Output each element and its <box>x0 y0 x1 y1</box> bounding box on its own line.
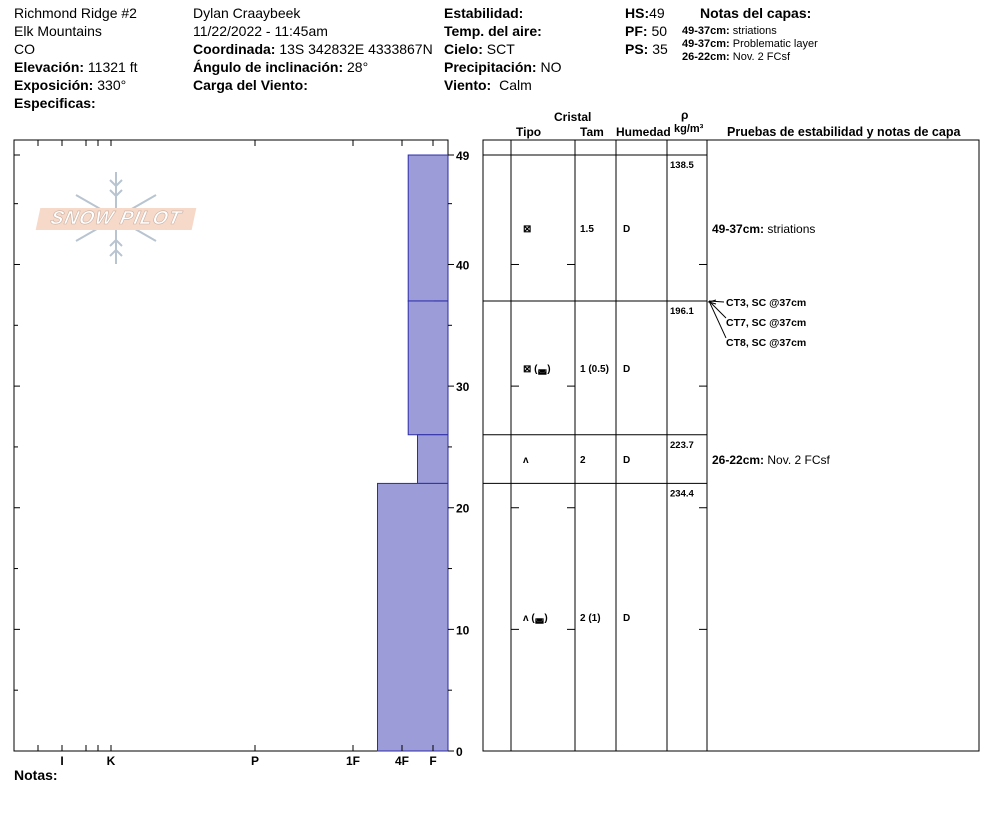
layer-note <box>712 222 815 236</box>
elevation-label: Elevación: <box>14 59 85 75</box>
layer-note-text: striations <box>767 221 816 236</box>
layer-note-range: 49-37cm: <box>682 38 730 50</box>
layer-note-range: 26-22cm: <box>712 453 768 468</box>
sky-value: SCT <box>486 41 515 57</box>
hardness-label: 4F <box>394 754 410 768</box>
rho-header: ρ <box>681 108 689 122</box>
pf-label: PF: <box>625 23 648 39</box>
tests-header: Pruebas de estabilidad y notas de capa <box>727 125 961 139</box>
observer: Dylan Craaybeek <box>193 5 301 21</box>
mountain-range: Elk Mountains <box>14 23 102 39</box>
wind-load-label: Carga del Viento: <box>193 77 308 93</box>
hardness-bar <box>418 435 449 484</box>
moisture-header: Humedad <box>616 125 671 139</box>
grain-type: ʌ (◛) <box>523 613 548 625</box>
grain-type: ⊠ (◛) <box>523 363 551 375</box>
density: 234.4 <box>670 488 694 500</box>
y-tick-label: 0 <box>456 745 463 759</box>
logo-text: SNOW PILOT <box>36 208 197 230</box>
grain-size: 2 <box>580 455 586 467</box>
hs-label: HS: <box>625 5 650 21</box>
stability-test-label: CT3, SC @37cm <box>726 296 807 309</box>
hardness-label: F <box>429 754 437 768</box>
location: Richmond Ridge #2 <box>14 5 137 21</box>
layer-note-range: 26-22cm: <box>682 51 730 63</box>
state: CO <box>14 41 35 57</box>
hardness-label: 1F <box>345 754 361 768</box>
wind-value: Calm <box>499 77 532 93</box>
air-temp-label: Temp. del aire: <box>444 23 542 39</box>
layer-note <box>712 453 830 467</box>
layer-note-range: 49-37cm: <box>682 25 730 37</box>
y-tick-label: 49 <box>456 149 470 164</box>
wind-label: Viento: <box>444 77 492 93</box>
stability-test-label: CT7, SC @37cm <box>726 316 807 329</box>
specifics-label: Especificas: <box>14 95 96 111</box>
layer-note-text: Nov. 2 FCsf <box>732 51 791 63</box>
layer-notes-title: Notas del capas: <box>700 5 812 21</box>
slope-angle-value: 28° <box>347 59 369 75</box>
size-header: Tam <box>580 125 604 139</box>
moisture: D <box>623 455 631 467</box>
hardness-label: K <box>106 754 116 768</box>
density: 196.1 <box>670 305 694 317</box>
aspect-label: Exposición: <box>14 77 94 93</box>
layer-note-text: Nov. 2 FCsf <box>767 453 830 468</box>
y-tick-label: 20 <box>456 501 470 516</box>
notes-label: Notas: <box>14 767 58 783</box>
elevation-value: 11321 ft <box>87 59 138 75</box>
y-tick-label: 30 <box>456 380 470 395</box>
grain-size: 2 (1) <box>580 613 601 625</box>
stability-test-leader <box>709 301 726 318</box>
stability-label: Estabilidad: <box>444 5 524 21</box>
crystal-header: Cristal <box>554 110 592 124</box>
grain-type: ʌ <box>523 455 529 467</box>
grain-type: ⊠ <box>523 223 532 235</box>
stability-test-leader <box>709 301 726 338</box>
density-unit-header: kg/m³ <box>674 123 704 135</box>
moisture: D <box>623 363 631 375</box>
y-tick-label: 10 <box>456 623 470 638</box>
hardness-bar <box>378 483 449 751</box>
moisture: D <box>623 223 631 235</box>
density: 138.5 <box>670 160 694 172</box>
hs-value: 49 <box>649 5 665 21</box>
slope-angle-label: Ángulo de inclinación: <box>193 59 344 75</box>
pf-value: 50 <box>651 23 668 39</box>
coordinate-value: 13S 342832E 4333867N <box>279 41 433 57</box>
moisture: D <box>623 613 631 625</box>
sky-label: Cielo: <box>444 41 483 57</box>
hardness-label: I <box>60 754 64 768</box>
coordinate-label: Coordinada: <box>193 41 276 57</box>
hardness-bar <box>408 301 448 435</box>
grain-size: 1.5 <box>580 223 594 235</box>
hardness-label: P <box>250 754 260 768</box>
datetime: 11/22/2022 - 11:45am <box>193 23 328 39</box>
y-tick-label: 40 <box>456 258 470 273</box>
layer-note-range: 49-37cm: <box>712 221 768 236</box>
layer-note-text: striations <box>732 25 777 37</box>
layer-note-text: Problematic layer <box>732 38 818 50</box>
ps-value: 35 <box>652 41 668 57</box>
precipitation-label: Precipitación: <box>444 59 537 75</box>
snowpilot-logo <box>38 170 194 270</box>
ps-label: PS: <box>625 41 649 57</box>
density: 223.7 <box>670 439 694 451</box>
type-header: Tipo <box>516 125 542 139</box>
aspect-value: 330° <box>97 77 127 93</box>
stability-test-label: CT8, SC @37cm <box>726 336 807 349</box>
precipitation-value: NO <box>540 59 562 75</box>
hardness-bar <box>408 155 448 301</box>
grain-size: 1 (0.5) <box>580 363 609 375</box>
